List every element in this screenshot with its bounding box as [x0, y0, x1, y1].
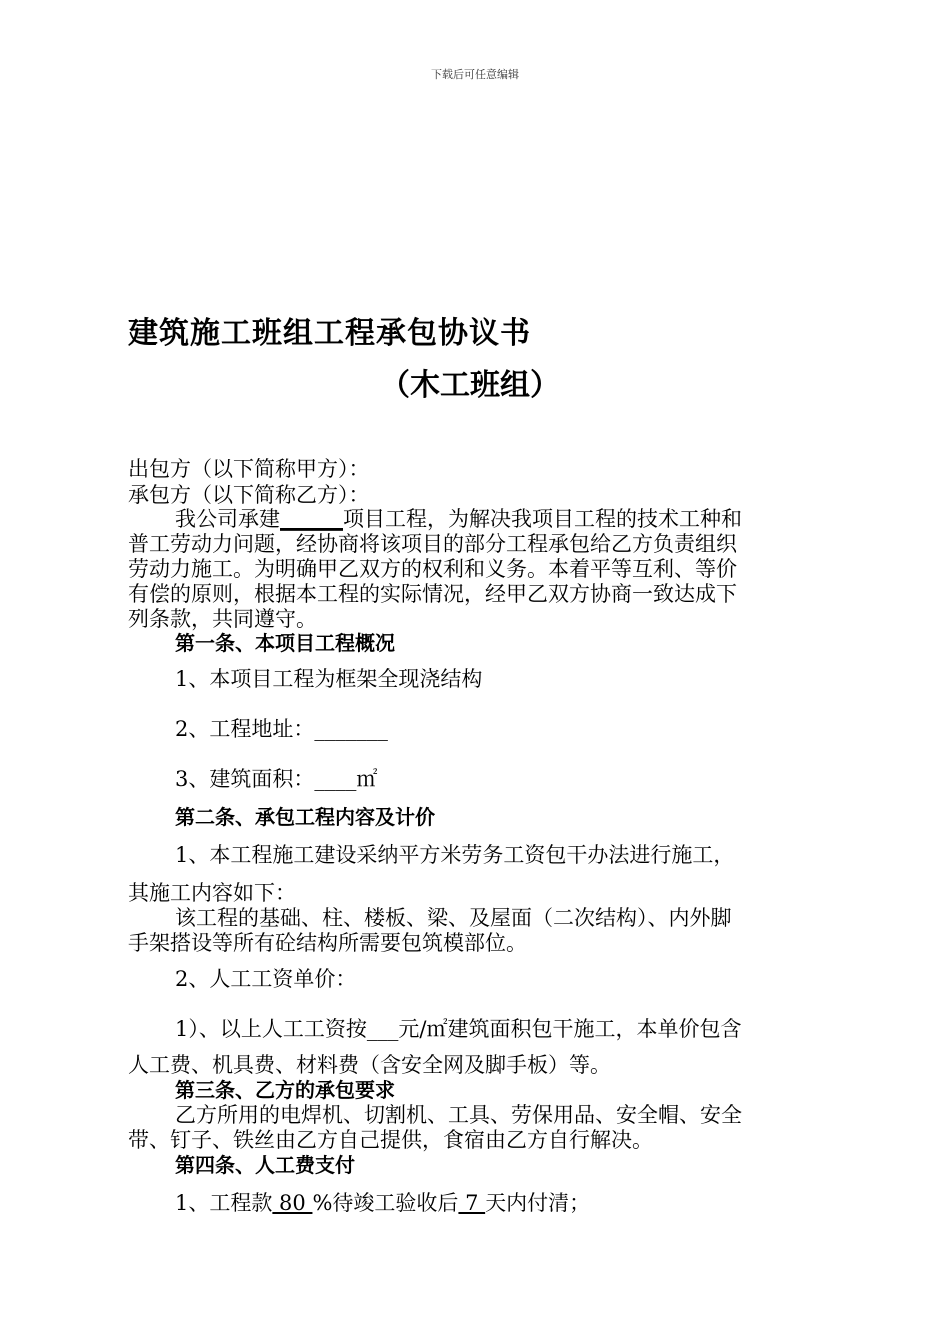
- document-subtitle: （木工班组）: [380, 368, 560, 403]
- intro-line-3: 劳动力施工。为明确甲乙双方的权利和义务。本着平等互利、等价: [128, 557, 737, 581]
- intro-line-4: 有偿的原则，根据本工程的实际情况，经甲乙双方协商一致达成下: [128, 582, 737, 606]
- unit-price-blank: ___: [366, 1017, 399, 1041]
- party-b-line: 承包方（以下简称乙方）：: [128, 483, 370, 507]
- section-2-heading: 第二条、承包工程内容及计价: [175, 805, 435, 829]
- party-a-line: 出包方（以下简称甲方）：: [128, 457, 370, 481]
- s2-para-4: 1）、以上人工工资按___元/㎡建筑面积包干施工，本单价包含: [175, 1017, 742, 1041]
- s2-para-2b: 手架搭设等所有砼结构所需要包筑模部位。: [128, 931, 527, 955]
- s2-para-1: 1、本工程施工建设采纳平方米劳务工资包干办法进行施工，: [175, 843, 735, 867]
- intro-line-2: 普工劳动力问题，经协商将该项目的部分工程承包给乙方负责组织: [128, 532, 737, 556]
- area-blank: ____: [314, 767, 357, 791]
- percent-value: 80: [272, 1191, 313, 1215]
- days-value: 7: [458, 1191, 486, 1215]
- s1-item-3: 3、建筑面积：____㎡: [175, 767, 378, 791]
- s4-para-1: 1、工程款 80 %待竣工验收后 7 天内付清；: [175, 1191, 591, 1215]
- intro-line-5: 列条款，共同遵守。: [128, 607, 317, 631]
- project-name-blank: ______: [280, 507, 343, 531]
- document-title: 建筑施工班组工程承包协议书: [128, 316, 531, 351]
- s1-item-2: 2、工程地址：_______: [175, 717, 388, 741]
- s3-para-1: 乙方所用的电焊机、切割机、工具、劳保用品、安全帽、安全: [175, 1103, 742, 1127]
- s2-para-2: 该工程的基础、柱、楼板、梁、及屋面（二次结构）、内外脚: [175, 906, 732, 930]
- intro-line-1: 我公司承建______项目工程，为解决我项目工程的技术工种和: [175, 507, 742, 531]
- section-3-heading: 第三条、乙方的承包要求: [175, 1078, 395, 1102]
- s2-para-3: 2、人工工资单价：: [175, 967, 357, 991]
- section-4-heading: 第四条、人工费支付: [175, 1153, 355, 1177]
- s2-para-1b: 其施工内容如下：: [128, 881, 296, 905]
- s1-item-1: 1、本项目工程为框架全现浇结构: [175, 667, 483, 691]
- page-header: 下载后可任意编辑: [431, 68, 519, 81]
- s3-para-2: 带、钉子、铁丝由乙方自己提供，食宿由乙方自行解决。: [128, 1128, 653, 1152]
- section-1-heading: 第一条、本项目工程概况: [175, 631, 395, 655]
- address-blank: _______: [314, 717, 388, 741]
- s2-para-4b: 人工费、机具费、材料费（含安全网及脚手板）等。: [128, 1053, 611, 1077]
